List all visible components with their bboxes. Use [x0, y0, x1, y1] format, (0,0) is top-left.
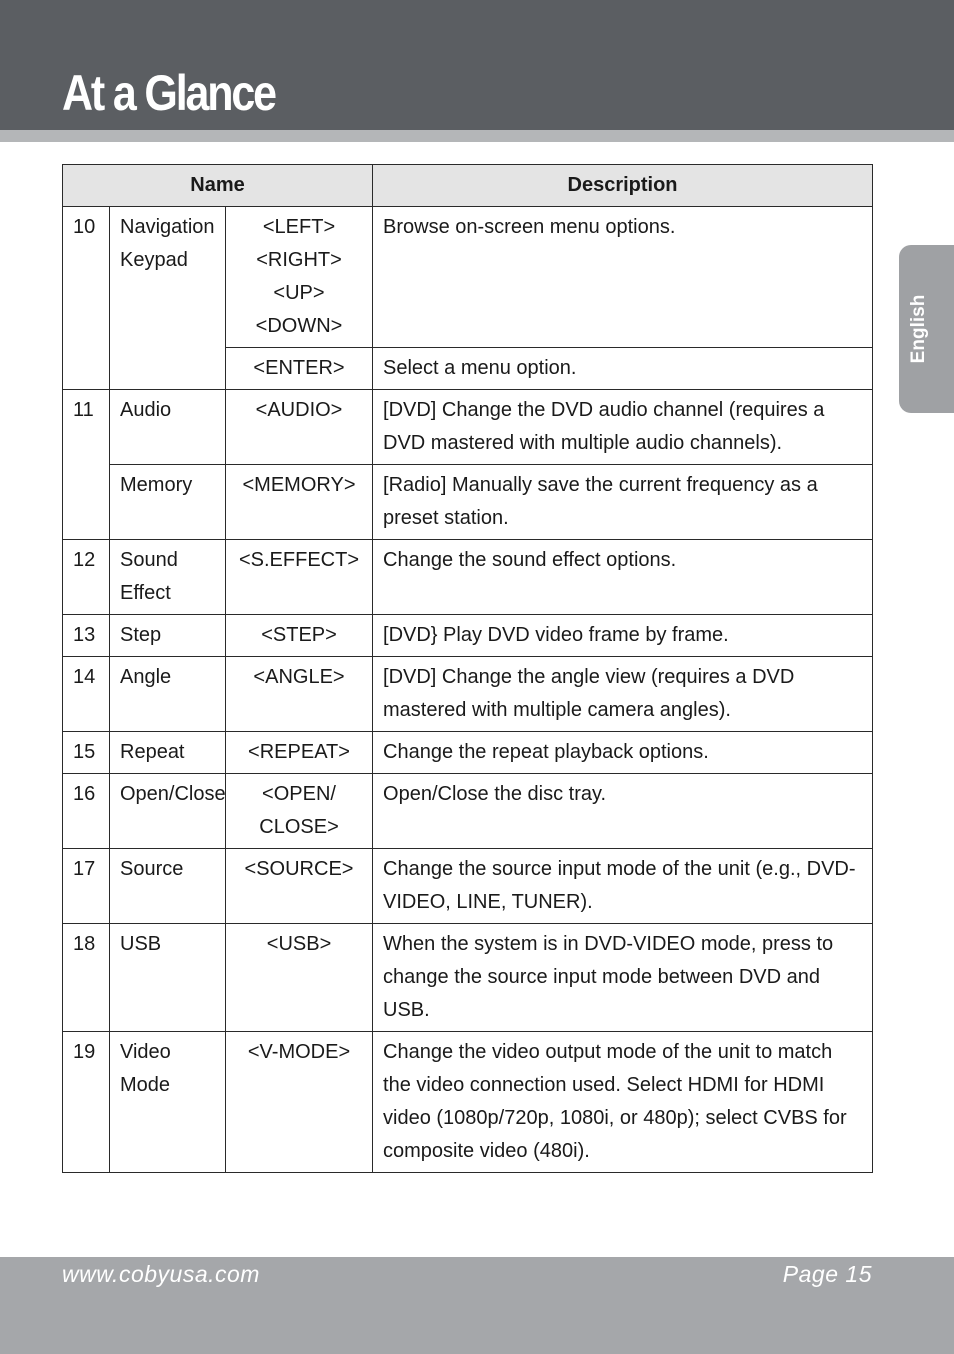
row-number: 18 [63, 924, 110, 1032]
row-description: [Radio] Manually save the current frequency as a preset station. [373, 465, 873, 540]
table-row [63, 849, 873, 924]
key-line: <ANGLE> [253, 666, 345, 688]
table-row [63, 732, 873, 774]
row-key [226, 615, 373, 657]
row-description: [DVD} Play DVD video frame by frame. [373, 615, 873, 657]
key-line: <STEP> [261, 624, 337, 646]
language-tab-label: English [908, 294, 929, 364]
key-line: <DOWN> [255, 315, 343, 337]
key-line: <REPEAT> [248, 741, 350, 763]
table-row [63, 774, 873, 849]
table-row [63, 465, 873, 540]
row-key [226, 207, 373, 348]
key-line: <OPEN/ [262, 783, 336, 805]
row-description: Browse on-screen menu options. [373, 207, 873, 348]
key-line: <SOURCE> [244, 858, 354, 880]
table-row [63, 615, 873, 657]
row-description: Change the video output mode of the unit to match the video connection used. Select HDMI for HDMI video (1080p/720p, 1080i, or 480p); select CVBS for composite video (480i). [373, 1032, 873, 1173]
row-number: 10 [63, 207, 110, 390]
row-description: Change the sound effect options. [373, 540, 873, 615]
row-name: Angle [110, 657, 226, 732]
row-key [226, 657, 373, 732]
row-key [226, 924, 373, 1032]
row-key [226, 774, 373, 849]
row-number: 16 [63, 774, 110, 849]
key-line: <USB> [266, 933, 332, 955]
table-row [63, 540, 873, 615]
row-name: Memory [110, 465, 226, 540]
row-name: Step [110, 615, 226, 657]
row-description: Change the repeat playback options. [373, 732, 873, 774]
key-line: <AUDIO> [255, 399, 343, 421]
row-description: Change the source input mode of the unit (e.g., DVD-VIDEO, LINE, TUNER). [373, 849, 873, 924]
row-name: Video Mode [110, 1032, 226, 1173]
row-name: USB [110, 924, 226, 1032]
table-row [63, 207, 873, 348]
row-number: 19 [63, 1032, 110, 1173]
row-name: Sound Effect [110, 540, 226, 615]
row-key [226, 540, 373, 615]
footer-website-link[interactable]: www.cobyusa.com [62, 1261, 260, 1287]
table-row [63, 657, 873, 732]
key-line: <ENTER> [253, 357, 345, 379]
key-line: <UP> [273, 282, 325, 304]
header-name: Name [63, 165, 373, 207]
row-name: Repeat [110, 732, 226, 774]
table-row [63, 390, 873, 465]
row-name: Audio [110, 390, 226, 465]
page-number: Page 15 [782, 1261, 872, 1287]
row-key [226, 732, 373, 774]
row-number: 13 [63, 615, 110, 657]
key-line: <V-MODE> [247, 1041, 351, 1063]
row-description: When the system is in DVD-VIDEO mode, press to change the source input mode between DVD and USB. [373, 924, 873, 1032]
table-header-row [63, 165, 873, 207]
row-description: [DVD] Change the angle view (requires a DVD mastered with multiple camera angles). [373, 657, 873, 732]
table-row [63, 1032, 873, 1173]
row-key [226, 390, 373, 465]
key-line: <S.EFFECT> [238, 549, 360, 571]
row-description: Select a menu option. [373, 348, 873, 390]
row-name: Open/Close [110, 774, 226, 849]
table-row [63, 924, 873, 1032]
row-name: Source [110, 849, 226, 924]
row-description: [DVD] Change the DVD audio channel (requires a DVD mastered with multiple audio channels). [373, 390, 873, 465]
page-title: At a Glance [62, 65, 275, 121]
row-key [226, 1032, 373, 1173]
row-number: 17 [63, 849, 110, 924]
row-number: 14 [63, 657, 110, 732]
row-description: Open/Close the disc tray. [373, 774, 873, 849]
row-number: 12 [63, 540, 110, 615]
key-line: <LEFT> [262, 216, 336, 238]
row-key [226, 465, 373, 540]
row-name: Navigation Keypad [110, 207, 226, 390]
key-line: <RIGHT> [256, 249, 342, 271]
row-key [226, 849, 373, 924]
header-stripe [0, 130, 954, 142]
row-number: 15 [63, 732, 110, 774]
glance-table [62, 164, 873, 1173]
header-description: Description [373, 165, 873, 207]
key-line: <MEMORY> [242, 474, 356, 496]
row-key [226, 348, 373, 390]
key-line: CLOSE> [259, 816, 339, 838]
row-number: 11 [63, 390, 110, 540]
